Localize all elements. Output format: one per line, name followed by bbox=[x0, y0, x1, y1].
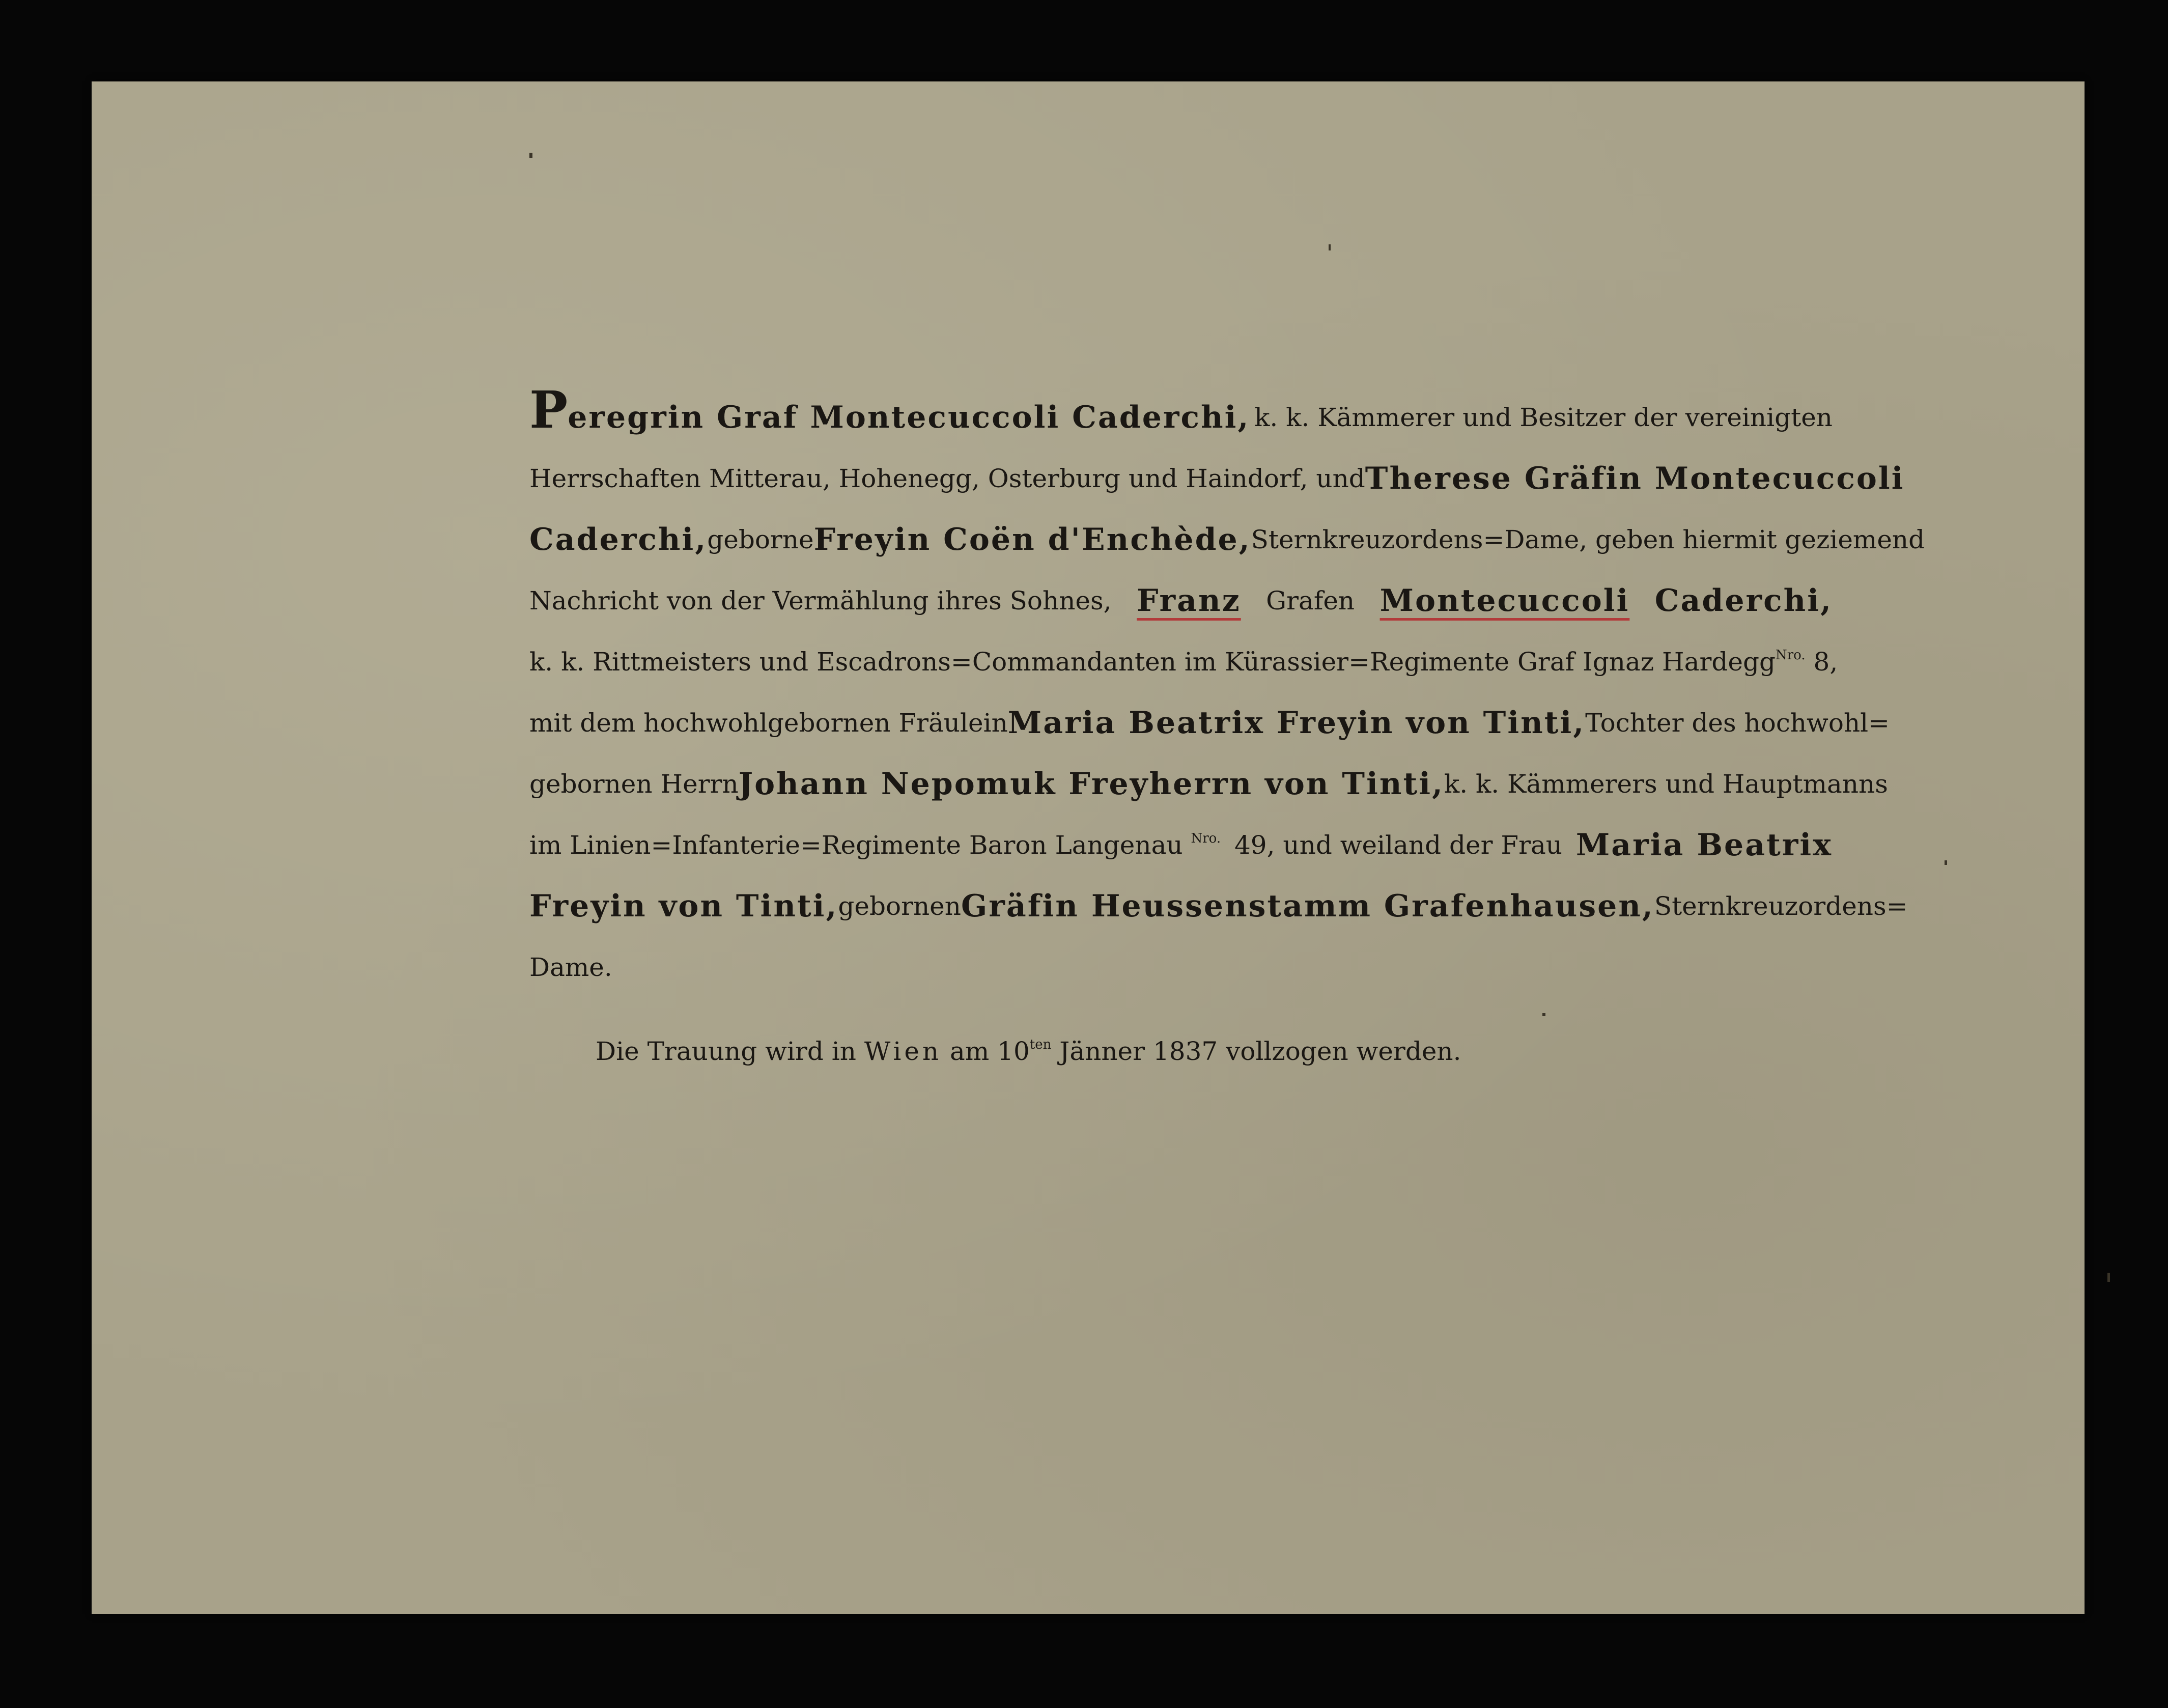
paper-speck bbox=[2107, 1273, 2110, 1282]
name-franz-underlined: Franz bbox=[1137, 583, 1241, 619]
text-line-5: k. k. Rittmeisters und Escadrons=Commandanten im Kürassier=Regimente Graf Ignaz Hardegg $^{Nro.}$ 8, bbox=[529, 647, 1838, 677]
paper-speck bbox=[1542, 1013, 1545, 1016]
paper-speck bbox=[1329, 244, 1331, 250]
name-peregrin: eregrin Graf Montecuccoli Caderchi, bbox=[568, 400, 1250, 435]
place-wien: Wien bbox=[864, 1037, 942, 1066]
name-freyin-coen: Freyin Coën d'Enchède, bbox=[813, 522, 1251, 557]
text-line-1 bbox=[529, 380, 1833, 448]
name-maria-beatrix: Maria Beatrix Freyin von Tinti, bbox=[1007, 705, 1586, 741]
announcement-text bbox=[529, 380, 1925, 998]
text-line-9: Freyin von Tinti, gebornen Gräfin Heussenstamm Grafenhausen, Sternkreuzordens= bbox=[529, 876, 1833, 937]
name-johann-nepomuk: Johann Nepomuk Freyherrn von Tinti, bbox=[738, 766, 1444, 802]
paper-speck bbox=[529, 153, 532, 158]
text-line-4: Nachricht von der Vermählung ihres Sohnes, Franz Grafen Montecuccoli Caderchi, bbox=[529, 570, 1833, 631]
text-line-10: Dame. bbox=[529, 953, 612, 982]
text-line-3: Caderchi, geborne Freyin Coën d'Enchède, Sternkreuzordens=Dame, geben hiermit geziemend bbox=[529, 509, 1833, 570]
text-line-6: mit dem hochwohlgebornen Fräulein Maria Beatrix Freyin von Tinti, Tochter des hochwohl= bbox=[529, 692, 1833, 753]
name-therese: Therese Gräfin Montecuccoli bbox=[1365, 461, 1905, 496]
paper-sheet bbox=[92, 81, 2085, 1614]
text-line-7: gebornen Herrn Johann Nepomuk Freyherrn von Tinti, k. k. Kämmerers und Hauptmanns bbox=[529, 753, 1833, 815]
text-line-2: Herrschaften Mitterau, Hohenegg, Osterburg und Haindorf, und Therese Gräfin Montecuccoli bbox=[529, 448, 1833, 509]
text-line-8: im Linien=Infanterie=Regimente Baron Langenau $^{Nro.}$ 49, und weiland der Frau Maria Beatrix bbox=[529, 827, 1833, 863]
name-heussenstamm: Gräfin Heussenstamm Grafenhausen, bbox=[961, 888, 1654, 924]
drop-capital: P bbox=[529, 380, 568, 440]
name-montecuccoli-underlined: Montecuccoli bbox=[1379, 583, 1630, 619]
wedding-date-line: Die Trauung wird in Wien am $10^{ten}$ Jänner 1837 vollzogen werden. bbox=[596, 1037, 1461, 1066]
paper-speck bbox=[1945, 860, 1947, 865]
line-1-rest: k. k. Kämmerer und Besitzer der vereinigten bbox=[1254, 403, 1833, 432]
